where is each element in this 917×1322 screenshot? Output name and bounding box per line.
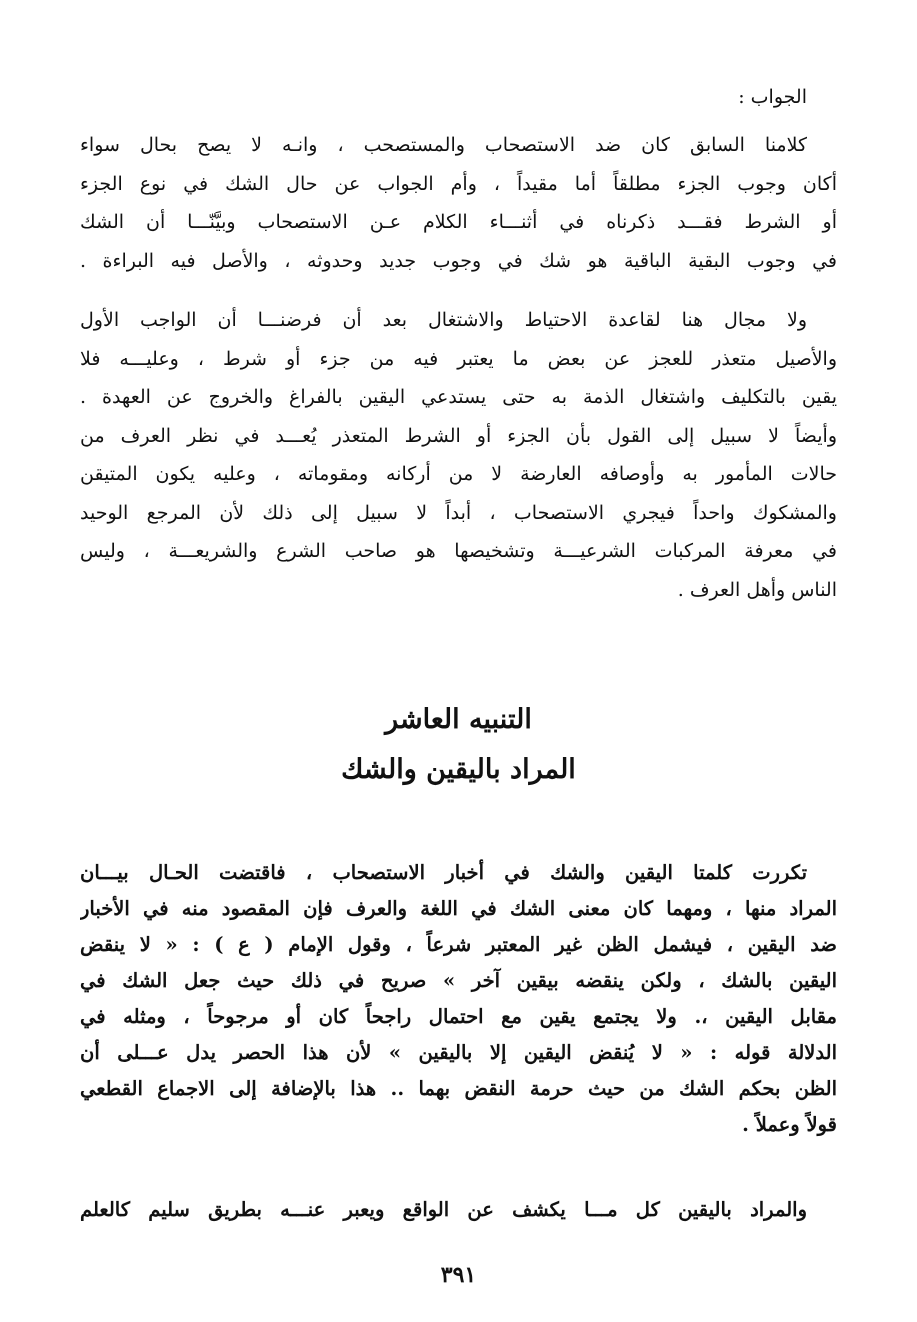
text-line: المراد منها ، ومهما كان معنى الشك في اللغة والعرف فإن المقصود منه في الأخبار bbox=[80, 897, 837, 920]
text-line: يقين بالتكليف واشتغال الذمة به حتى يستدعي اليقين بالفراغ والخروج عن العهدة . bbox=[80, 386, 837, 408]
text-line: تكررت كلمتا اليقين والشك في أخبار الاستصحاب ، فاقتضت الحـال بيـــان bbox=[80, 861, 807, 884]
text-line: حالات المأمور به وأوصافه العارضة لا من أركانه ومقوماته ، وعليه يكون المتيقن bbox=[80, 463, 837, 485]
text-line: والمشكوك واحداً فيجري الاستصحاب ، أبداً لا سبيل إلى ذلك لأن المرجع الوحيد bbox=[80, 501, 837, 524]
section-heading-title: المراد باليقين والشك bbox=[341, 754, 576, 785]
text-line: الدلالة قوله : « لا يُنقض اليقين إلا باليقين » لأن هذا الحصر يدل عـــلى أن bbox=[80, 1041, 837, 1064]
text-line: مقابل اليقين ،. ولا يجتمع يقين مع احتمال راجحاً كان أو مرجوحاً ، ومثله في bbox=[80, 1005, 837, 1028]
text-line: أو الشرط فقـــد ذكرناه في أثنـــاء الكلام عـن الاستصحاب وبيَّنّـــا أن الشك bbox=[80, 211, 837, 233]
text-line: الظن بحكم الشك من حيث حرمة النقض بهما .. هذا بالإضافة إلى الاجماع القطعي bbox=[80, 1077, 837, 1100]
text-line: في وجوب البقية الباقية هو شك في وجوب جديد وحدوثه ، والأصل فيه البراءة . bbox=[80, 249, 837, 272]
text-line: في معرفة المركبات الشرعيـــة وتشخيصها هو صاحب الشرع والشريعـــة ، وليس bbox=[80, 540, 837, 562]
text-line: أكان وجوب الجزء مطلقاً أما مقيداً ، وأم الجواب عن حال الشك في نوع الجزء bbox=[80, 172, 837, 195]
text-line: كلامنا السابق كان ضد الاستصحاب والمستصحب ، وانـه لا يصح بحال سواء bbox=[80, 134, 807, 156]
paragraph-3 bbox=[80, 855, 837, 1143]
text-line: ضد اليقين ، فيشمل الظن غير المعتبر شرعاً ، وقول الإمام ( ع ) : « لا ينقض bbox=[80, 933, 837, 956]
paragraph-1 bbox=[80, 126, 837, 280]
section-heading-number: التنبيه العاشر bbox=[385, 704, 532, 735]
text-line: والمراد باليقين كل مـــا يكشف عن الواقع ويعبر عنـــه بطريق سليم كالعلم bbox=[80, 1198, 807, 1221]
paragraph-2 bbox=[80, 301, 837, 609]
text-line: اليقين بالشك ، ولكن ينقضه بيقين آخر » صريح في ذلك حيث جعل الشك في bbox=[80, 969, 837, 992]
text-line: وأيضاً لا سبيل إلى القول بأن الجزء أو الشرط المتعذر يُعـــد في نظر العرف من bbox=[80, 424, 837, 447]
answer-label: الجواب : bbox=[738, 86, 807, 108]
paragraph-4 bbox=[80, 1192, 837, 1228]
page-number: ٣٩١ bbox=[440, 1262, 477, 1288]
text-line: قولاً وعملاً . bbox=[742, 1113, 837, 1136]
text-line: الناس وأهل العرف . bbox=[677, 578, 837, 601]
text-line: والأصيل متعذر للعجز عن بعض ما يعتبر فيه من جزء أو شرط ، وعليـــه فلا bbox=[80, 347, 837, 370]
text-line: ولا مجال هنا لقاعدة الاحتياط والاشتغال بعد أن فرضنـــا أن الواجب الأول bbox=[80, 309, 807, 331]
